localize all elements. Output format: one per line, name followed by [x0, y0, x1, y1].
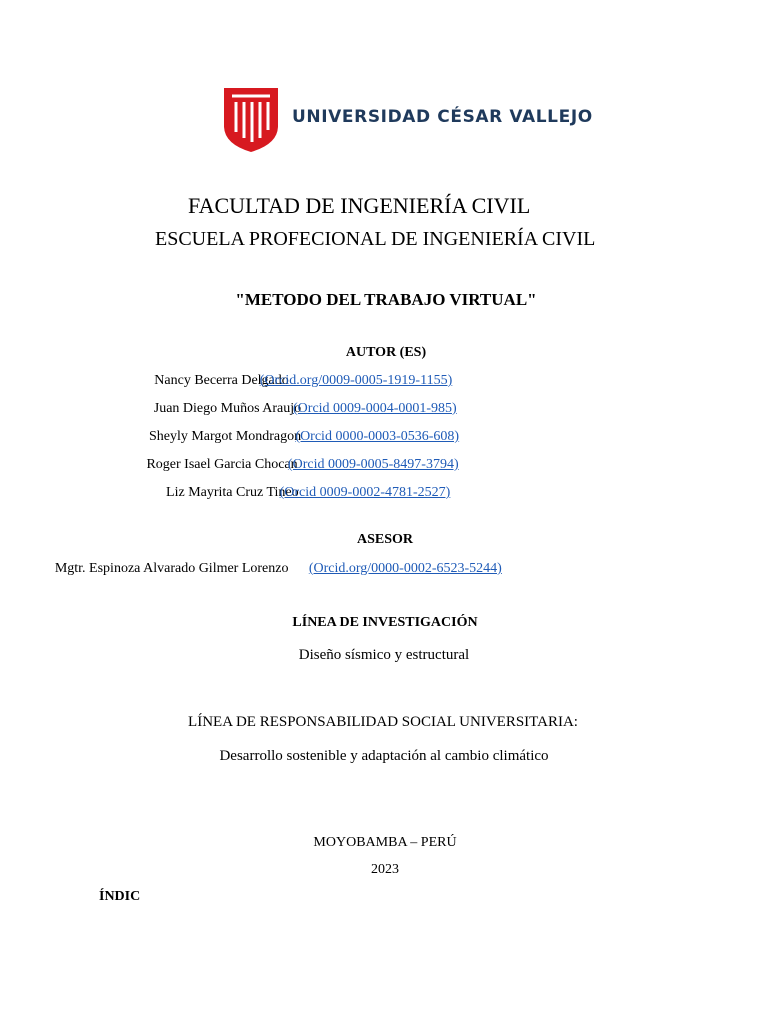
- author-name: Sheyly Margot Mondragon: [148, 429, 302, 444]
- author-orcid-link[interactable]: (Orcid.org/0009-0005-1919-1155): [259, 373, 453, 388]
- author-orcid-link[interactable]: (Orcid 0000-0003-0536-608): [295, 429, 460, 444]
- document-title: "METODO DEL TRABAJO VIRTUAL": [235, 290, 537, 309]
- index-heading: ÍNDIC: [99, 889, 141, 904]
- research-line-text: Diseño sísmico y estructural: [298, 647, 470, 663]
- research-line-heading: LÍNEA DE INVESTIGACIÓN: [292, 615, 478, 630]
- logo-wordmark: UNIVERSIDAD CÉSAR VALLEJO: [292, 107, 593, 127]
- advisor-orcid-link[interactable]: (Orcid.org/0000-0002-6523-5244): [308, 561, 502, 576]
- author-name: Juan Diego Muños Araujo: [153, 401, 302, 416]
- shield-logo-icon: [222, 86, 280, 154]
- year-text: 2023: [371, 862, 399, 877]
- rsu-heading: LÍNEA DE RESPONSABILIDAD SOCIAL UNIVERSITARIA:: [188, 714, 578, 730]
- university-logo: [222, 86, 593, 156]
- faculty-title: FACULTAD DE INGENIERÍA CIVIL: [188, 193, 531, 218]
- rsu-line-text: Desarrollo sostenible y adaptación al cambio climático: [219, 748, 549, 764]
- author-name: Roger Isael Garcia Chocan: [146, 457, 298, 472]
- author-name: Liz Mayrita Cruz Tineo: [166, 485, 299, 500]
- place-text: MOYOBAMBA – PERÚ: [313, 835, 457, 850]
- advisor-name: Mgtr. Espinoza Alvarado Gilmer Lorenzo: [54, 561, 289, 576]
- school-title: ESCUELA PROFECIONAL DE INGENIERÍA CIVIL: [155, 228, 596, 250]
- advisor-heading: ASESOR: [356, 532, 414, 547]
- author-orcid-link[interactable]: (Orcid 0009-0005-8497-3794): [287, 457, 459, 472]
- author-orcid-link[interactable]: (Orcid 0009-0004-0001-985): [293, 401, 457, 416]
- authors-heading: AUTOR (ES): [345, 345, 427, 360]
- author-orcid-link[interactable]: (Orcid 0009-0002-4781-2527): [279, 485, 451, 500]
- author-name: Nancy Becerra Delgado: [154, 373, 289, 388]
